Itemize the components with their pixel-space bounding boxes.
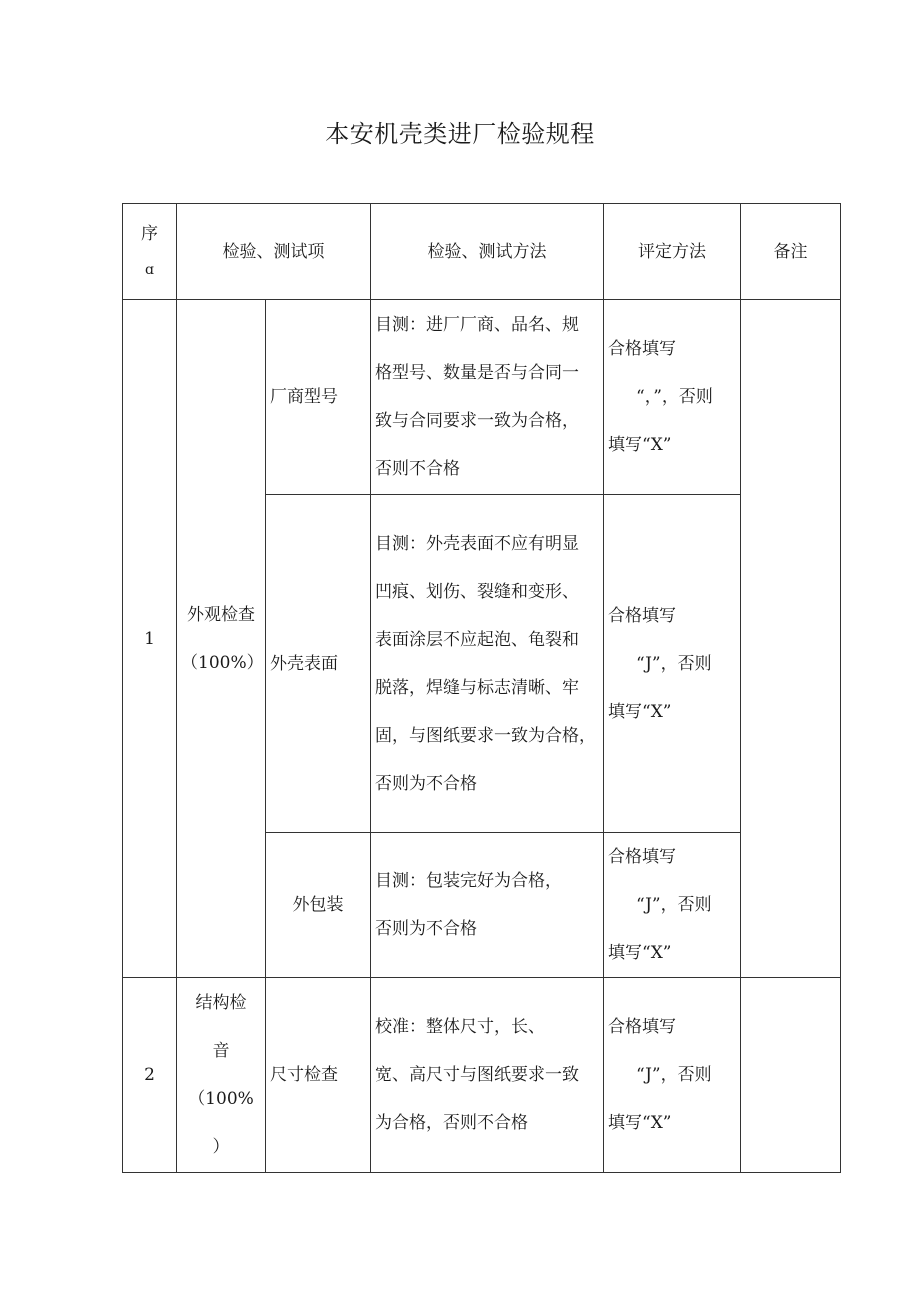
- judge-line: 填写“X”: [608, 943, 672, 963]
- method-cell: [371, 978, 604, 1173]
- method-line: 目测：包装完好为合格，: [375, 871, 562, 891]
- method-line: 为合格，否则不合格: [375, 1113, 528, 1133]
- judge-cell: [604, 300, 741, 495]
- judge-line: 填写“X”: [608, 435, 672, 455]
- row-number: 2: [123, 978, 177, 1173]
- judge-line: “J”，否则: [636, 895, 712, 915]
- header-remark: 备注: [741, 204, 841, 300]
- remark-cell: [741, 300, 841, 978]
- category-line: 音: [212, 1041, 230, 1061]
- method-line: 目测：外壳表面不应有明显: [375, 533, 579, 554]
- judge-line: 合格填写: [608, 605, 676, 626]
- judge-cell: [604, 495, 741, 833]
- judge-line: 填写“X”: [608, 1113, 672, 1133]
- header-judge: 评定方法: [604, 204, 741, 300]
- judge-line: 合格填写: [608, 339, 676, 359]
- method-line: 目测：进厂厂商、品名、规: [375, 315, 579, 335]
- header-method: 检验、测试方法: [371, 204, 604, 300]
- header-no: [123, 204, 177, 300]
- remark-cell: [741, 978, 841, 1173]
- method-line: 固，与图纸要求一致为合格，: [375, 725, 596, 746]
- method-line: 表面涂层不应起泡、龟裂和: [375, 629, 579, 650]
- method-line: 凹痕、划伤、裂缝和变形、: [375, 581, 579, 602]
- row-number: 1: [123, 300, 177, 978]
- inspection-table: [122, 203, 841, 1173]
- page-title: 本安机壳类进厂检验规程: [325, 120, 595, 148]
- method-line: 格型号、数量是否与合同一: [375, 363, 579, 383]
- category-line: 结构检: [195, 993, 247, 1013]
- method-line: 脱落，焊缝与标志清晰、牢: [375, 677, 579, 698]
- category-line: （100%）: [181, 652, 264, 673]
- method-cell: [371, 833, 604, 978]
- category-line: 外观检查: [187, 604, 255, 625]
- table-row: [123, 300, 841, 495]
- header-item: 检验、测试项: [177, 204, 371, 300]
- category-line: ）: [212, 1137, 230, 1157]
- subitem-name: 厂商型号: [266, 300, 371, 495]
- judge-cell: [604, 978, 741, 1173]
- category-cell: [177, 300, 266, 978]
- method-line: 否则为不合格: [375, 773, 477, 794]
- method-line: 致与合同要求一致为合格，: [375, 411, 579, 431]
- method-line: 校准：整体尺寸，长、: [375, 1017, 545, 1037]
- judge-line: 合格填写: [608, 1017, 676, 1037]
- judge-line: 填写“X”: [608, 701, 672, 722]
- table-row: [123, 978, 841, 1173]
- judge-line: “，”，否则: [636, 387, 713, 407]
- table-header-row: [123, 204, 841, 300]
- header-no-line1: 序: [141, 223, 158, 244]
- method-line: 否则为不合格: [375, 919, 477, 939]
- judge-line: 合格填写: [608, 847, 676, 867]
- judge-cell: [604, 833, 741, 978]
- method-line: 否则不合格: [375, 459, 460, 479]
- judge-line: “J”，否则: [636, 653, 712, 674]
- method-line: 宽、高尺寸与图纸要求一致: [375, 1065, 579, 1085]
- subitem-name: 外壳表面: [266, 495, 371, 833]
- subitem-name: 尺寸检查: [266, 978, 371, 1173]
- judge-line: “J”，否则: [636, 1065, 712, 1085]
- subitem-name: 外包装: [266, 833, 371, 978]
- method-cell: [371, 300, 604, 495]
- method-cell: [371, 495, 604, 833]
- category-cell: [177, 978, 266, 1173]
- header-no-line2: ɑ: [145, 261, 154, 278]
- category-line: （100%: [188, 1089, 254, 1109]
